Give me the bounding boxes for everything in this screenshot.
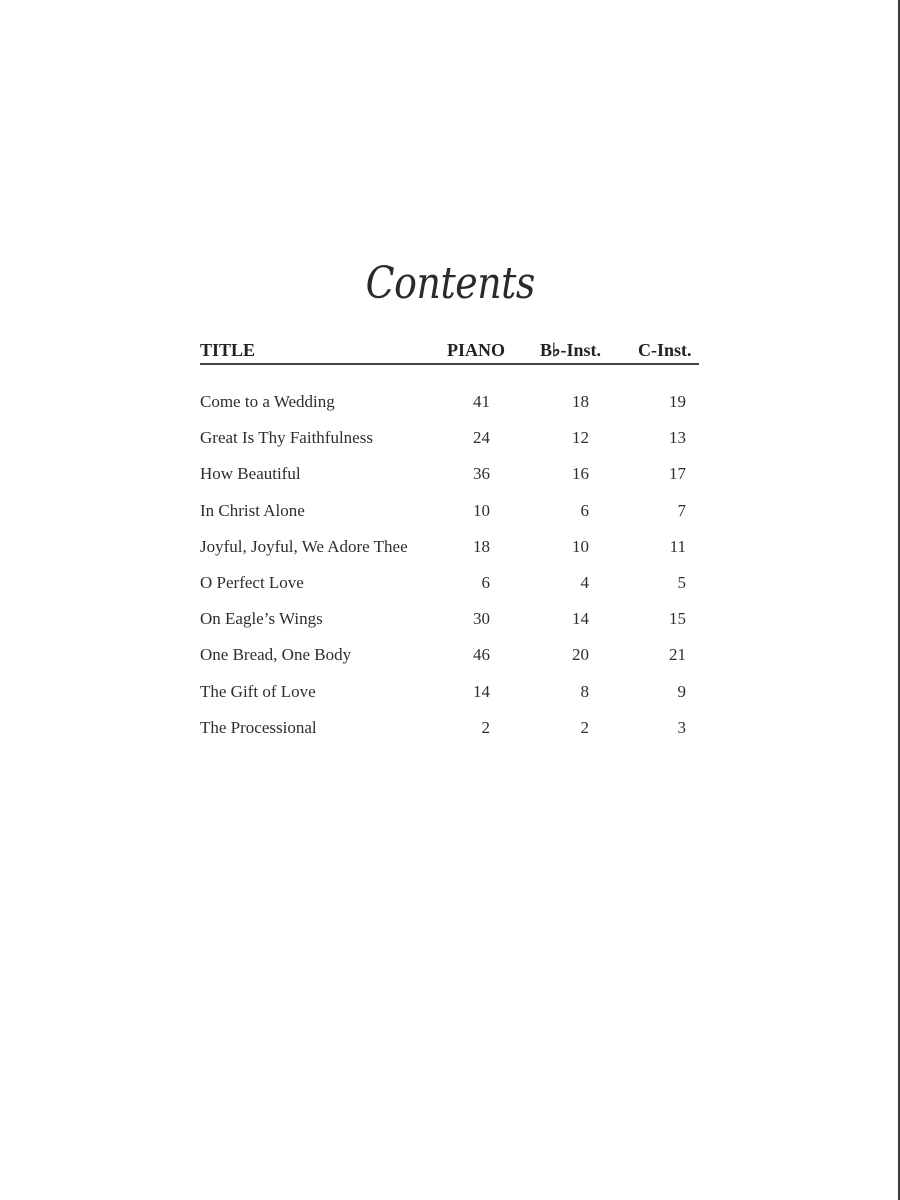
column-header-c-inst: C-Inst. [638, 340, 692, 360]
entry-c-page: 13 [669, 428, 686, 448]
table-row [200, 675, 700, 711]
column-header-bb-inst: B♭-Inst. [540, 340, 602, 360]
entry-title: Joyful, Joyful, We Adore Thee [200, 536, 408, 556]
entry-title: The Processional [200, 717, 317, 737]
table-row [200, 638, 700, 674]
entry-piano-page: 30 [473, 609, 490, 629]
entry-title: On Eagle’s Wings [200, 609, 323, 629]
entry-bb-page: 12 [572, 428, 589, 448]
table-row [200, 421, 700, 457]
entry-c-page: 15 [669, 609, 686, 629]
entry-title: In Christ Alone [200, 500, 305, 520]
contents-list [200, 385, 700, 747]
entry-bb-page: 4 [580, 572, 589, 592]
entry-bb-page: 2 [580, 717, 589, 737]
entry-title: O Perfect Love [200, 572, 304, 592]
entry-title: Come to a Wedding [200, 392, 335, 411]
entry-c-page: 5 [677, 572, 686, 592]
column-header-piano: PIANO [447, 340, 505, 360]
entry-piano-page: 36 [473, 464, 490, 484]
entry-piano-page: 41 [473, 392, 490, 411]
entry-bb-page: 20 [572, 645, 589, 665]
table-row [200, 494, 700, 530]
entry-c-page: 17 [669, 464, 686, 484]
column-header-row [200, 336, 700, 364]
table-row [200, 457, 700, 493]
page-title: Contents [365, 258, 535, 309]
entry-c-page: 19 [669, 392, 686, 411]
entry-c-page: 9 [677, 681, 686, 701]
entry-piano-page: 46 [473, 645, 490, 665]
entry-piano-page: 18 [473, 536, 490, 556]
entry-piano-page: 2 [481, 717, 490, 737]
entry-c-page: 3 [677, 717, 686, 737]
entry-bb-page: 18 [572, 392, 589, 411]
entry-piano-page: 24 [473, 428, 490, 448]
entry-bb-page: 16 [572, 464, 589, 484]
entry-bb-page: 8 [580, 681, 589, 701]
entry-c-page: 11 [669, 536, 686, 556]
table-row [200, 530, 700, 566]
entry-bb-page: 6 [580, 500, 589, 520]
entry-title: How Beautiful [200, 464, 301, 484]
entry-piano-page: 10 [473, 500, 490, 520]
column-header-title: TITLE [200, 340, 256, 360]
entry-piano-page: 14 [473, 681, 490, 701]
entry-title: Great Is Thy Faithfulness [200, 428, 373, 448]
table-row [200, 602, 700, 638]
entry-c-page: 21 [669, 645, 686, 665]
contents-table-header [200, 336, 700, 364]
entry-piano-page: 6 [481, 572, 490, 592]
table-row [200, 711, 700, 747]
table-row [200, 566, 700, 602]
entry-title: The Gift of Love [200, 681, 316, 701]
entry-title: One Bread, One Body [200, 645, 352, 665]
table-row [200, 385, 700, 421]
entry-bb-page: 10 [572, 536, 589, 556]
header-rule [200, 363, 699, 365]
entry-c-page: 7 [677, 500, 686, 520]
entry-bb-page: 14 [572, 609, 589, 629]
